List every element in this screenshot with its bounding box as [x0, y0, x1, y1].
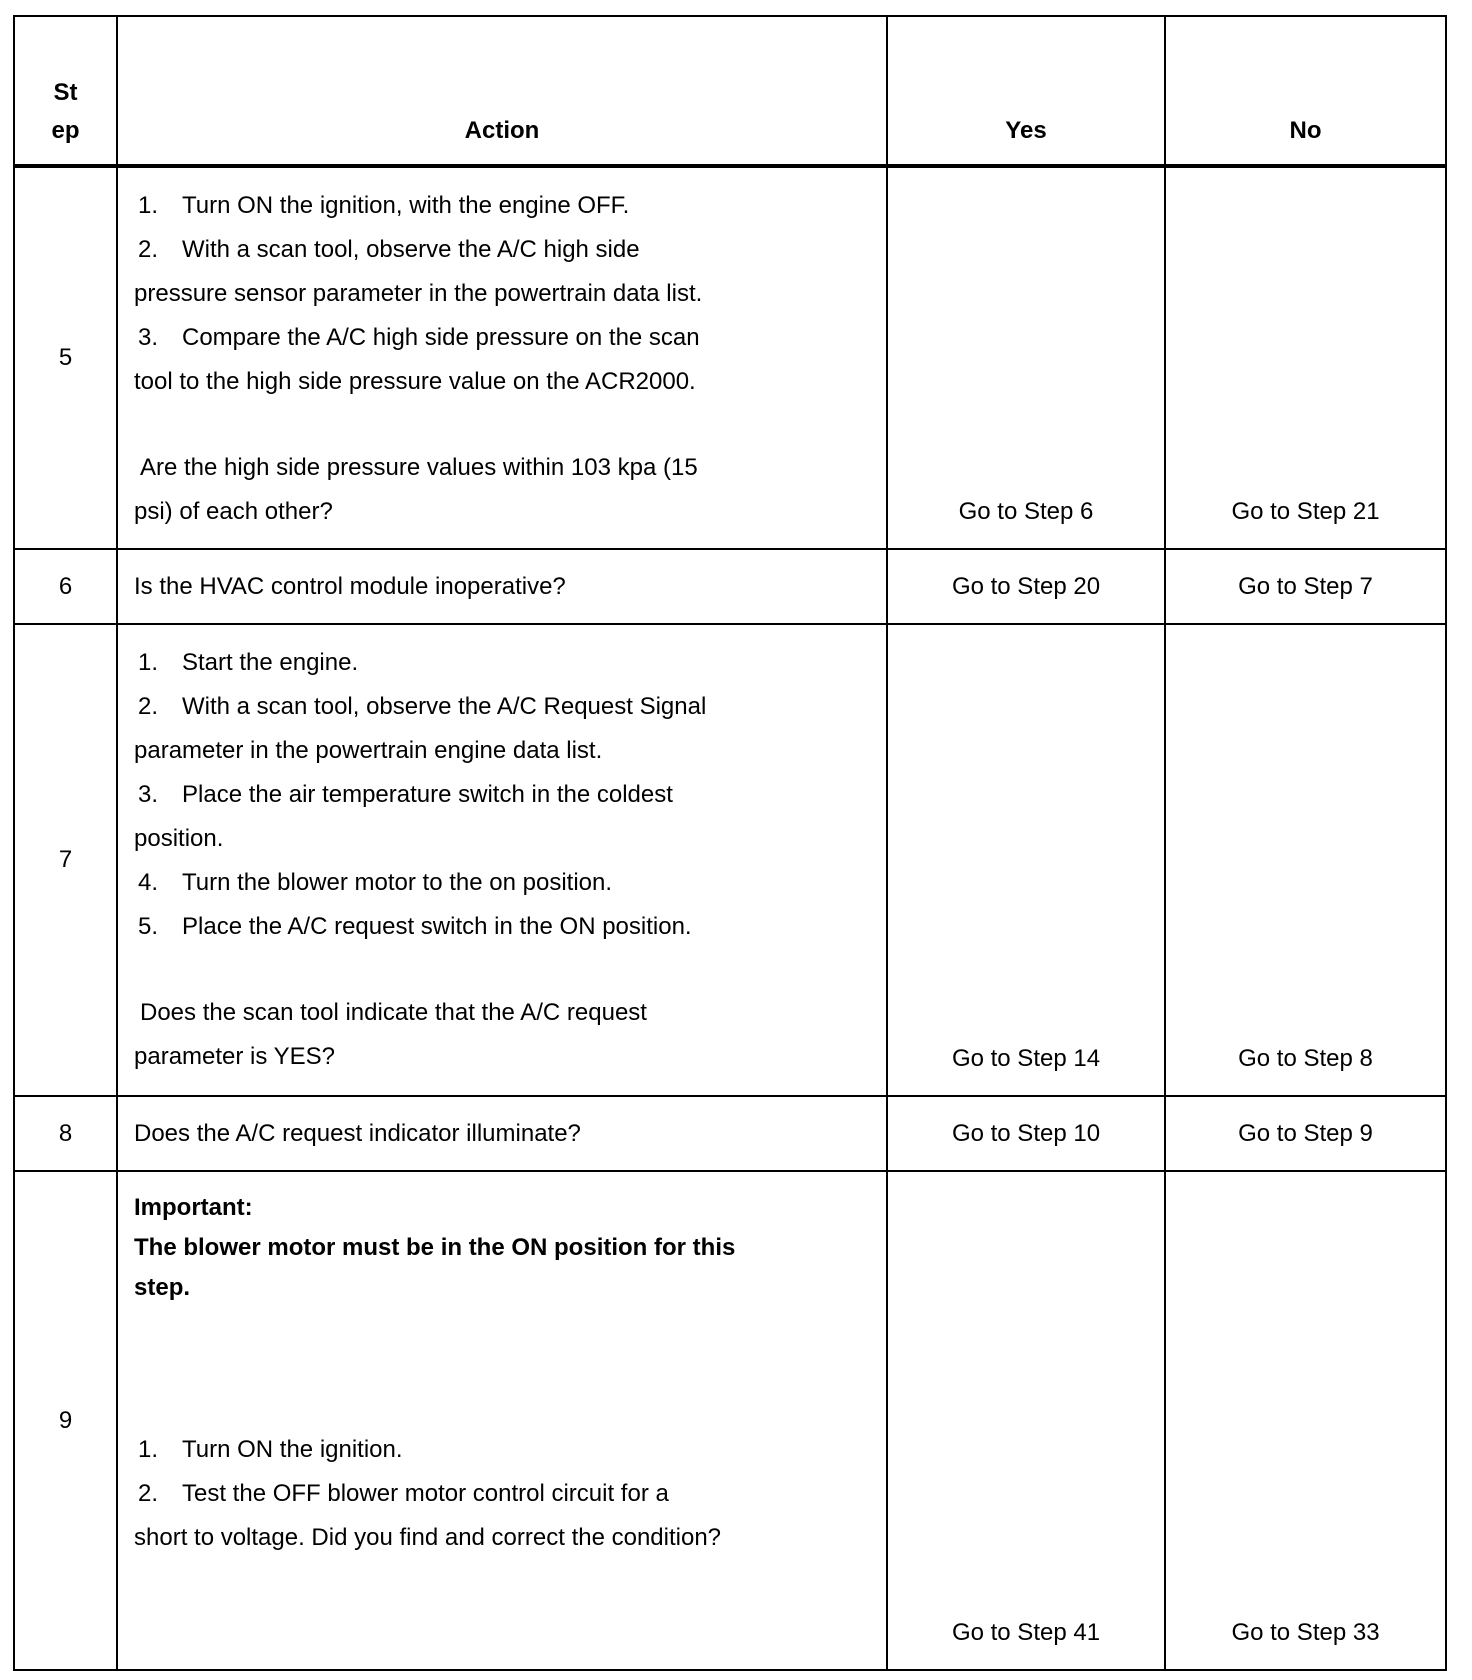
step-number: 7	[14, 624, 117, 1096]
header-step: St ep	[14, 16, 117, 166]
action-item: 3. Compare the A/C high side pressure on the scan	[138, 324, 700, 351]
important-heading: Important:	[134, 1194, 253, 1221]
table-row	[14, 549, 1446, 624]
diagnostic-table	[13, 15, 1447, 1671]
important-note: The blower motor must be in the ON position for this	[134, 1234, 736, 1261]
action-cell	[117, 1171, 887, 1670]
header-action: Action	[117, 16, 887, 166]
yes-link[interactable]: Go to Step 6	[887, 166, 1165, 549]
action-item: 4. Turn the blower motor to the on position.	[138, 869, 613, 896]
action-item: 2. With a scan tool, observe the A/C Request Signal	[138, 693, 707, 720]
step-number: 6	[14, 549, 117, 624]
table-row	[14, 166, 1446, 549]
action-question: Does the scan tool indicate that the A/C request	[140, 999, 647, 1026]
table-row	[14, 1096, 1446, 1171]
yes-link[interactable]: Go to Step 41	[887, 1171, 1165, 1670]
action-item: 2. Test the OFF blower motor control circuit for a	[138, 1480, 669, 1507]
action-item-continued: position.	[134, 825, 224, 852]
action-item: 5. Place the A/C request switch in the ON position.	[138, 913, 692, 940]
action-item: 1. Turn ON the ignition, with the engine OFF.	[138, 192, 630, 219]
table-row	[14, 624, 1446, 1096]
action-question-continued: psi) of each other?	[134, 498, 333, 525]
action-item-continued: parameter in the powertrain engine data list.	[134, 737, 603, 764]
table-row	[14, 1171, 1446, 1670]
header-no: No	[1165, 16, 1446, 166]
yes-link[interactable]: Go to Step 20	[887, 549, 1165, 624]
action-cell	[117, 166, 887, 549]
header-row	[14, 16, 1446, 166]
header-yes: Yes	[887, 16, 1165, 166]
action-cell	[117, 624, 887, 1096]
step-number: 9	[14, 1171, 117, 1670]
no-link[interactable]: Go to Step 7	[1165, 549, 1446, 624]
action-item: 1. Turn ON the ignition.	[138, 1436, 403, 1463]
yes-link[interactable]: Go to Step 10	[887, 1096, 1165, 1171]
step-number: 5	[14, 166, 117, 549]
step-number: 8	[14, 1096, 117, 1171]
action-item: 3. Place the air temperature switch in the coldest	[138, 781, 673, 808]
no-link[interactable]: Go to Step 8	[1165, 624, 1446, 1096]
action-question: Are the high side pressure values within 103 kpa (15	[140, 454, 698, 481]
action-item-continued: pressure sensor parameter in the powertrain data list.	[134, 280, 703, 307]
action-question-continued: parameter is YES?	[134, 1043, 335, 1070]
action-item-continued: short to voltage. Did you find and correct the condition?	[134, 1524, 722, 1551]
action-item: 1. Start the engine.	[138, 649, 359, 676]
yes-link[interactable]: Go to Step 14	[887, 624, 1165, 1096]
important-note-continued: step.	[134, 1274, 191, 1301]
no-link[interactable]: Go to Step 21	[1165, 166, 1446, 549]
no-link[interactable]: Go to Step 9	[1165, 1096, 1446, 1171]
action-cell: Is the HVAC control module inoperative?	[117, 549, 887, 624]
action-item-continued: tool to the high side pressure value on the ACR2000.	[134, 368, 696, 395]
action-item: 2. With a scan tool, observe the A/C high side	[138, 236, 640, 263]
no-link[interactable]: Go to Step 33	[1165, 1171, 1446, 1670]
action-cell: Does the A/C request indicator illuminate?	[117, 1096, 887, 1171]
